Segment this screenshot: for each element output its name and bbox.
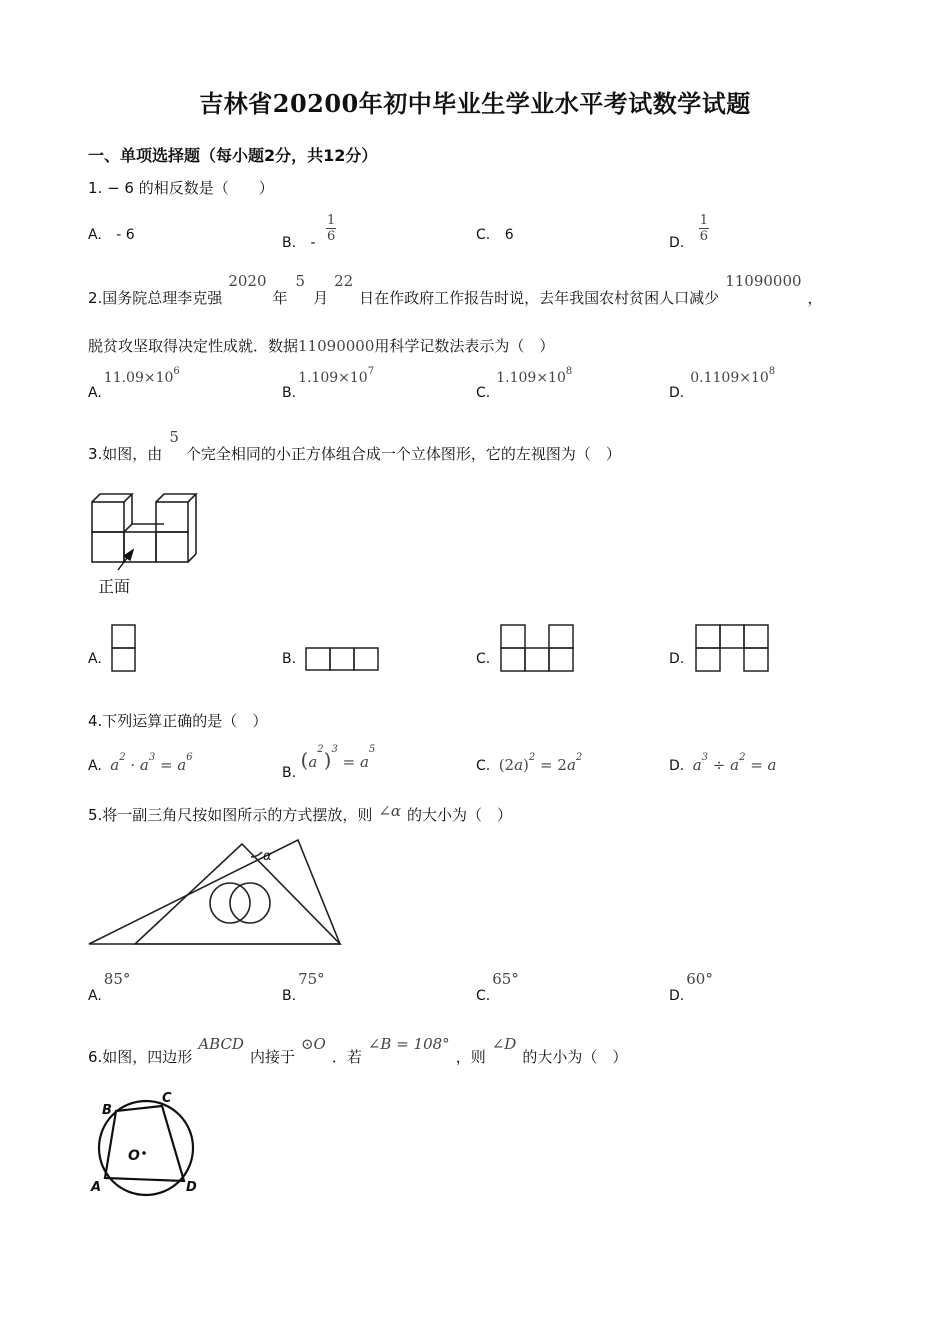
- q3-option-c-label[interactable]: C.: [476, 651, 491, 667]
- option-label: C.: [476, 758, 491, 774]
- question-5-stem: [88, 804, 512, 825]
- label-a: A: [91, 1180, 102, 1195]
- q2-option-b[interactable]: [282, 366, 375, 404]
- denominator: 6: [327, 229, 336, 244]
- option-label: C.: [476, 988, 491, 1004]
- option-label: D.: [669, 385, 685, 401]
- q3-option-b-label[interactable]: B.: [282, 651, 297, 667]
- q4-option-d[interactable]: [669, 752, 777, 774]
- page-title: 吉林省20200年初中毕业生学业水平考试数学试题: [199, 89, 751, 118]
- text: ，则: [455, 1048, 486, 1066]
- q5-option-a[interactable]: [88, 970, 130, 1004]
- option-value: - 6: [116, 227, 135, 243]
- q1-option-d[interactable]: [669, 213, 709, 251]
- option-label: C.: [476, 227, 491, 243]
- text: 年: [272, 289, 288, 307]
- inscribed-quadrilateral-figure: [88, 1090, 208, 1202]
- q3-option-b-figure[interactable]: [305, 647, 383, 673]
- year: 2020: [228, 272, 267, 290]
- option-label: A.: [88, 758, 102, 774]
- option-expression: $a^3 \div a^2 = a$: [692, 752, 777, 774]
- option-expression: $(a^2)^3 = a^5$: [300, 744, 376, 772]
- fraction: [326, 213, 336, 244]
- q5-option-d[interactable]: [669, 970, 713, 1004]
- q1-option-c[interactable]: [476, 227, 514, 243]
- q5-option-b[interactable]: [282, 970, 325, 1004]
- exponent: 6: [173, 366, 180, 377]
- option-value: 75°: [298, 970, 325, 988]
- text: 3.如图，由: [88, 445, 163, 463]
- option-label: A.: [88, 988, 102, 1004]
- option-label: D.: [669, 988, 685, 1004]
- exponent: 7: [367, 366, 375, 377]
- option-label: D.: [669, 234, 685, 251]
- q3-option-a-label[interactable]: A.: [88, 651, 102, 667]
- fraction: [699, 213, 709, 244]
- question-2-line-2: [88, 335, 554, 356]
- text: ，: [807, 289, 823, 307]
- triangle-rulers-figure: [86, 836, 348, 948]
- q2-option-a[interactable]: [88, 366, 180, 404]
- text: 2.国务院总理李克强: [88, 289, 223, 307]
- option-value: 6: [504, 227, 514, 243]
- option-value: 1.109×10: [298, 370, 368, 386]
- option-value: 65°: [492, 970, 519, 988]
- cube-drawing: [92, 494, 196, 562]
- section-heading: 一、单项选择题（每小题2分，共12分）: [88, 146, 378, 165]
- q3-option-d-label[interactable]: D.: [669, 651, 685, 667]
- text: 6.如图，四边形: [88, 1048, 193, 1066]
- q4-option-c[interactable]: [476, 752, 583, 774]
- option-label: B.: [282, 385, 297, 401]
- option-value: 85°: [103, 970, 131, 988]
- exponent: 8: [565, 366, 573, 377]
- option-label: A.: [88, 227, 102, 243]
- option-expression: $a^2 \cdot a^3 = a^6$: [110, 752, 193, 774]
- option-label: A.: [88, 385, 102, 401]
- alpha-label: α: [263, 849, 272, 864]
- label-c: C: [162, 1091, 172, 1106]
- number: 5: [169, 428, 179, 446]
- text: 个完全相同的小正方体组合成一个立体图形，它的左视图为（ ）: [185, 445, 621, 463]
- numerator: 1: [327, 213, 336, 228]
- q4-option-a[interactable]: [88, 752, 193, 774]
- numerator: 1: [699, 213, 708, 228]
- text: 日在作政府工作报告时说，去年我国农村贫困人口减少: [359, 289, 720, 307]
- text: 内接于: [249, 1048, 295, 1066]
- option-sign: -: [310, 234, 316, 251]
- q5-option-c[interactable]: [476, 970, 519, 1004]
- triangle-drawing: [89, 840, 340, 944]
- option-expression: $(2a)^2 = 2a^2$: [498, 752, 583, 774]
- option-value: 11.09×10: [103, 370, 174, 386]
- q4-option-b[interactable]: [282, 744, 376, 782]
- option-value: 1.109×10: [496, 370, 566, 386]
- exponent: 8: [768, 366, 776, 377]
- denominator: 6: [699, 229, 708, 244]
- text: 的大小为（ ）: [407, 806, 513, 824]
- label-o: O: [128, 1148, 140, 1164]
- day: 22: [334, 272, 354, 290]
- option-value: 0.1109×10: [690, 370, 769, 386]
- arrow: [118, 550, 133, 570]
- option-label: B.: [282, 234, 297, 251]
- text: 用科学记数法表示为（ ）: [374, 337, 555, 355]
- circle: ⊙O: [300, 1035, 326, 1053]
- label-b: B: [102, 1103, 112, 1118]
- question-6-stem: [88, 1033, 627, 1067]
- front-label: 正面: [98, 577, 131, 596]
- question-1-stem: 1. − 6 的相反数是（ ）: [88, 179, 274, 197]
- cube-figure: [86, 488, 216, 603]
- q3-option-c-figure[interactable]: [500, 624, 578, 674]
- circle-drawing: [99, 1101, 193, 1195]
- option-value: 60°: [686, 970, 713, 988]
- q2-option-d[interactable]: [669, 366, 776, 404]
- q3-option-a-figure[interactable]: [111, 624, 139, 674]
- number: 11090000: [298, 337, 375, 355]
- q2-option-c[interactable]: [476, 366, 573, 404]
- given-angle: ∠B = 108°: [367, 1035, 450, 1053]
- question-3-stem: [88, 426, 621, 466]
- option-label: B.: [282, 988, 297, 1004]
- option-label: B.: [282, 765, 297, 781]
- option-label: C.: [476, 385, 491, 401]
- q1-option-a[interactable]: [88, 227, 135, 243]
- label-d: D: [186, 1180, 197, 1195]
- quadrilateral: ABCD: [198, 1035, 244, 1053]
- angle: ∠α: [378, 802, 402, 820]
- target-angle: ∠D: [491, 1035, 517, 1053]
- text: 5.将一副三角尺按如图所示的方式摆放，则: [88, 806, 373, 824]
- text: ．若: [331, 1048, 362, 1066]
- option-label: D.: [669, 758, 685, 774]
- text: 脱贫攻坚取得决定性成就．数据: [88, 337, 299, 355]
- number: 11090000: [725, 272, 802, 290]
- q3-option-d-figure[interactable]: [695, 624, 773, 674]
- month: 5: [295, 272, 306, 290]
- q1-option-b[interactable]: [282, 213, 336, 251]
- text: 的大小为（ ）: [522, 1048, 628, 1066]
- question-2-line-1: [88, 270, 823, 310]
- text: 月: [313, 289, 329, 307]
- question-4-stem: 4.下列运算正确的是（ ）: [88, 712, 268, 730]
